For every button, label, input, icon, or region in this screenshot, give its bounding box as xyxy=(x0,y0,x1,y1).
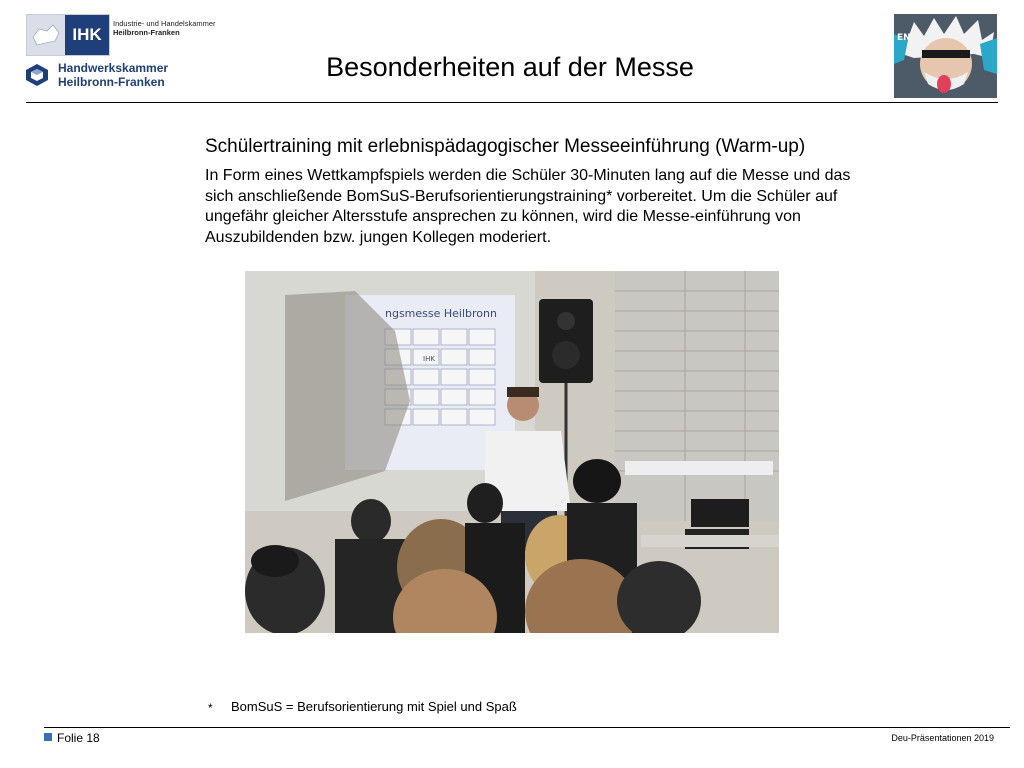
einstein-caricature-image xyxy=(894,14,997,98)
footnote-text: BomSuS = Berufsorientierung mit Spiel und Spaß xyxy=(231,699,517,714)
footer-square-icon xyxy=(44,733,52,741)
projection-title: ngsmesse Heilbronn xyxy=(385,307,497,320)
footnote-marker: * xyxy=(208,701,213,715)
header-divider xyxy=(26,102,998,103)
footer-presentation-label: Deu-Präsentationen 2019 xyxy=(891,733,994,743)
ihk-name-line2: Heilbronn-Franken xyxy=(113,28,180,37)
hwk-name-line2: Heilbronn-Franken xyxy=(58,75,165,89)
event-photo xyxy=(245,271,779,633)
body-paragraph: In Form eines Wettkampfspiels werden die Schüler 30-Minuten lang auf die Messe und das sich anschließende BomSuS-Berufsorientierungstraining* vorbereitet. Um die Schüler auf ungefähr gleicher Altersstufe ansprechen zu können, wird die Messe-einführung von Auszubildenden bzw. jungen Kollegen moderiert. xyxy=(205,167,851,246)
ihk-name-line1: Industrie- und Handelskammer xyxy=(113,19,216,28)
hwk-logo-icon xyxy=(26,64,48,86)
ihk-mark: IHK xyxy=(65,15,109,55)
projected-ihk-label: IHK xyxy=(423,355,435,363)
ihk-logo xyxy=(26,14,110,56)
page-title: Besonderheiten auf der Messe xyxy=(326,52,694,82)
slide-number: Folie 18 xyxy=(57,731,100,745)
section-heading: Schülertraining mit erlebnispädagogischer Messeeinführung (Warm-up) xyxy=(205,136,806,157)
svg-text:EN: EN xyxy=(897,33,911,43)
footer-divider xyxy=(44,727,1010,728)
ihk-map-icon xyxy=(27,15,65,55)
hwk-name-line1: Handwerkskammer xyxy=(58,61,169,75)
